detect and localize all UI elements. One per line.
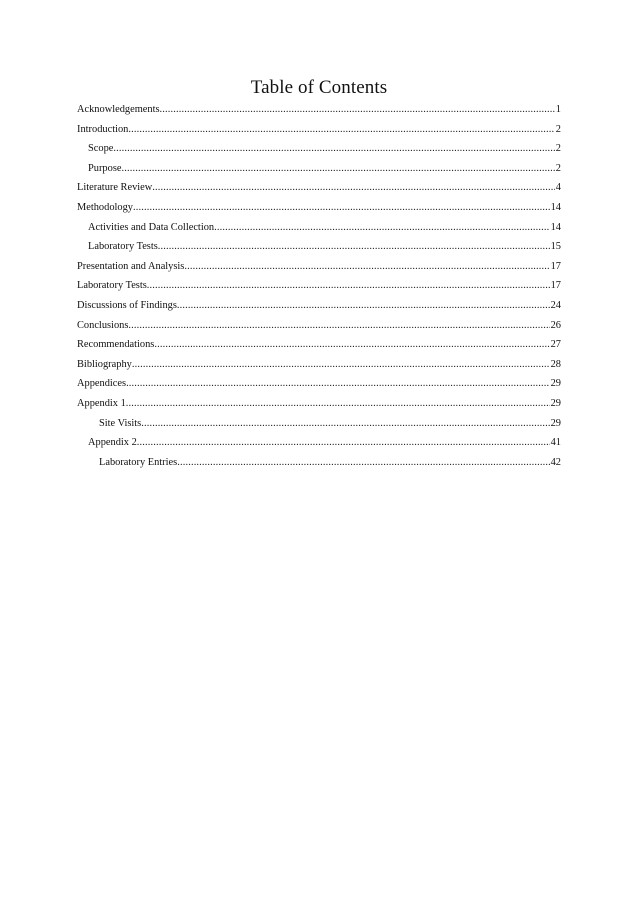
toc-entry-methodology[interactable] [77,198,561,218]
toc-entry-recommendations[interactable] [77,335,561,355]
toc-entry-label: Appendix 2 [88,437,137,449]
toc-entry-label: Laboratory Tests [88,241,158,253]
toc-entry-bibliography[interactable] [77,355,561,375]
toc-dot-leader [121,159,554,179]
toc-page-number: 2 [555,123,561,135]
toc-entry-label: Conclusions [77,319,129,331]
toc-entry-label: Presentation and Analysis [77,260,185,272]
toc-dot-leader [177,296,550,316]
toc-dot-leader [126,394,550,414]
toc-entry-discussions-of-findings[interactable] [77,296,561,316]
toc-page-number: 27 [550,339,561,351]
toc-title: Table of Contents [250,77,388,98]
toc-entry-label: Site Visits [99,417,142,429]
toc-dot-leader [132,355,550,375]
toc-dot-leader [177,453,549,473]
toc-entry-label: Discussions of Findings [77,299,177,311]
toc-dot-leader [128,120,554,140]
toc-dot-leader [158,237,550,257]
toc-page-number: 29 [550,417,561,429]
toc-dot-leader [126,374,550,394]
toc-entry-label: Recommendations [77,339,155,351]
toc-entry-scope[interactable] [77,139,561,159]
toc-entry-appendices[interactable] [77,374,561,394]
toc-entry-label: Activities and Data Collection [88,221,215,233]
toc-dot-leader [154,335,549,355]
toc-page-number: 28 [550,358,561,370]
toc-list [77,100,561,472]
toc-entry-label: Introduction [77,123,129,135]
toc-page-number: 2 [555,143,561,155]
toc-entry-label: Methodology [77,201,133,213]
toc-page-number: 15 [550,241,561,253]
toc-dot-leader [141,414,549,434]
toc-dot-leader [128,316,549,336]
toc-entry-label: Laboratory Tests [77,280,147,292]
toc-entry-appendix-1[interactable] [77,394,561,414]
toc-page-number: 14 [550,201,561,213]
toc-entry-label: Literature Review [77,182,153,194]
toc-entry-label: Scope [88,143,114,155]
toc-entry-purpose[interactable] [77,159,561,179]
toc-page-number: 29 [550,378,561,390]
toc-entry-literature-review[interactable] [77,178,561,198]
toc-entry-introduction[interactable] [77,120,561,140]
toc-page-number: 14 [550,221,561,233]
toc-entry-activities-data-collection[interactable] [77,218,561,238]
toc-entry-acknowledgements[interactable] [77,100,561,120]
toc-page-number: 17 [550,260,561,272]
toc-dot-leader [160,100,555,120]
toc-page-number: 41 [550,437,561,449]
toc-page-number: 1 [555,104,561,115]
toc-entry-site-visits[interactable] [77,414,561,434]
toc-entry-laboratory-entries[interactable] [77,453,561,473]
toc-dot-leader [137,433,550,453]
toc-page-number: 17 [550,280,561,292]
toc-dot-leader [133,198,550,218]
toc-entry-appendix-2[interactable] [77,433,561,453]
toc-entry-label: Appendix 1 [77,397,126,409]
toc-dot-leader [147,276,550,296]
toc-page-number: 29 [550,397,561,409]
toc-page-number: 42 [550,456,561,468]
toc-page-number: 26 [550,319,561,331]
toc-entry-label: Laboratory Entries [99,456,178,468]
toc-entry-conclusions[interactable] [77,316,561,336]
toc-entry-label: Bibliography [77,358,132,370]
toc-dot-leader [184,257,549,277]
toc-entry-presentation-analysis[interactable] [77,257,561,277]
toc-entry-label: Purpose [88,162,122,174]
toc-dot-leader [214,218,550,238]
toc-dot-leader [113,139,554,159]
toc-page-number: 2 [555,162,561,174]
toc-dot-leader [152,178,555,198]
toc-entry-laboratory-tests[interactable] [77,276,561,296]
toc-entry-label: Appendices [77,378,127,390]
toc-entry-laboratory-tests-sub[interactable] [77,237,561,257]
toc-page-number: 4 [555,182,561,194]
toc-page-number: 24 [550,299,561,311]
toc-entry-label: Acknowledgements [77,104,160,115]
